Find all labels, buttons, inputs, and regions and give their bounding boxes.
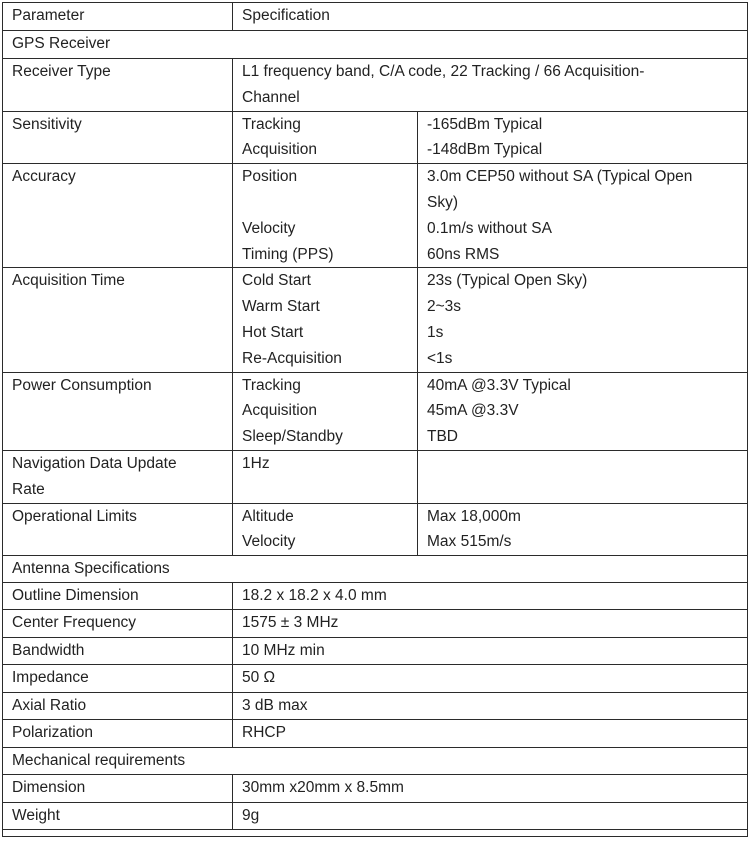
table-row-empty [3,830,748,837]
param-values: Max 18,000m Max 515m/s [418,503,748,556]
param-label: Accuracy [3,164,233,268]
param-label: Power Consumption [3,372,233,450]
param-value: 50 Ω [233,665,748,693]
table-row [3,583,748,610]
table-row [3,693,748,720]
row-receiver-type [3,59,748,112]
param-sublabels: Position Velocity Timing (PPS) [233,164,418,268]
empty-cell [418,450,748,503]
row-power-consumption [3,372,748,450]
param-label: Weight [3,803,233,830]
empty-cell [3,830,748,837]
param-label: Dimension [3,775,233,803]
section-gps-receiver [3,31,748,59]
header-specification: Specification [233,3,748,31]
section-mechanical [3,748,748,775]
param-value: 3 dB max [233,693,748,720]
param-sublabels: Altitude Velocity [233,503,418,556]
param-value: 30mm x20mm x 8.5mm [233,775,748,803]
row-operational-limits [3,503,748,556]
table-row [3,610,748,638]
table-row [3,803,748,830]
row-navigation-update-rate [3,450,748,503]
param-values: 23s (Typical Open Sky) 2~3s 1s <1s [418,268,748,372]
param-sublabels: Tracking Acquisition Sleep/Standby [233,372,418,450]
param-value: 1575 ± 3 MHz [233,610,748,638]
param-label: Center Frequency [3,610,233,638]
param-label: Operational Limits [3,503,233,556]
param-label: Bandwidth [3,638,233,665]
param-label: Polarization [3,720,233,748]
section-antenna [3,556,748,583]
header-row [3,3,748,31]
param-value: RHCP [233,720,748,748]
param-values: 40mA @3.3V Typical 45mA @3.3V TBD [418,372,748,450]
param-label: Receiver Type [3,59,233,112]
table-row [3,665,748,693]
param-label: Sensitivity [3,111,233,164]
table-row [3,638,748,665]
section-title: Antenna Specifications [3,556,748,583]
row-sensitivity [3,111,748,164]
section-title: Mechanical requirements [3,748,748,775]
table-row [3,775,748,803]
param-value: L1 frequency band, C/A code, 22 Tracking / 66 Acquisition- Channel [233,59,748,112]
param-value: 18.2 x 18.2 x 4.0 mm [233,583,748,610]
section-title: GPS Receiver [3,31,748,59]
param-sublabels: Cold Start Warm Start Hot Start Re-Acquisition [233,268,418,372]
param-label: Acquisition Time [3,268,233,372]
param-label: Outline Dimension [3,583,233,610]
row-acquisition-time [3,268,748,372]
row-accuracy [3,164,748,268]
param-value: 10 MHz min [233,638,748,665]
header-parameter: Parameter [3,3,233,31]
table-row [3,720,748,748]
param-label: Axial Ratio [3,693,233,720]
param-sublabels: Tracking Acquisition [233,111,418,164]
param-label: Impedance [3,665,233,693]
param-value: 1Hz [233,450,418,503]
spec-table [2,2,748,837]
param-label: Navigation Data Update Rate [3,450,233,503]
param-values: -165dBm Typical -148dBm Typical [418,111,748,164]
param-values: 3.0m CEP50 without SA (Typical Open Sky) 0.1m/s without SA 60ns RMS [418,164,748,268]
param-value: 9g [233,803,748,830]
